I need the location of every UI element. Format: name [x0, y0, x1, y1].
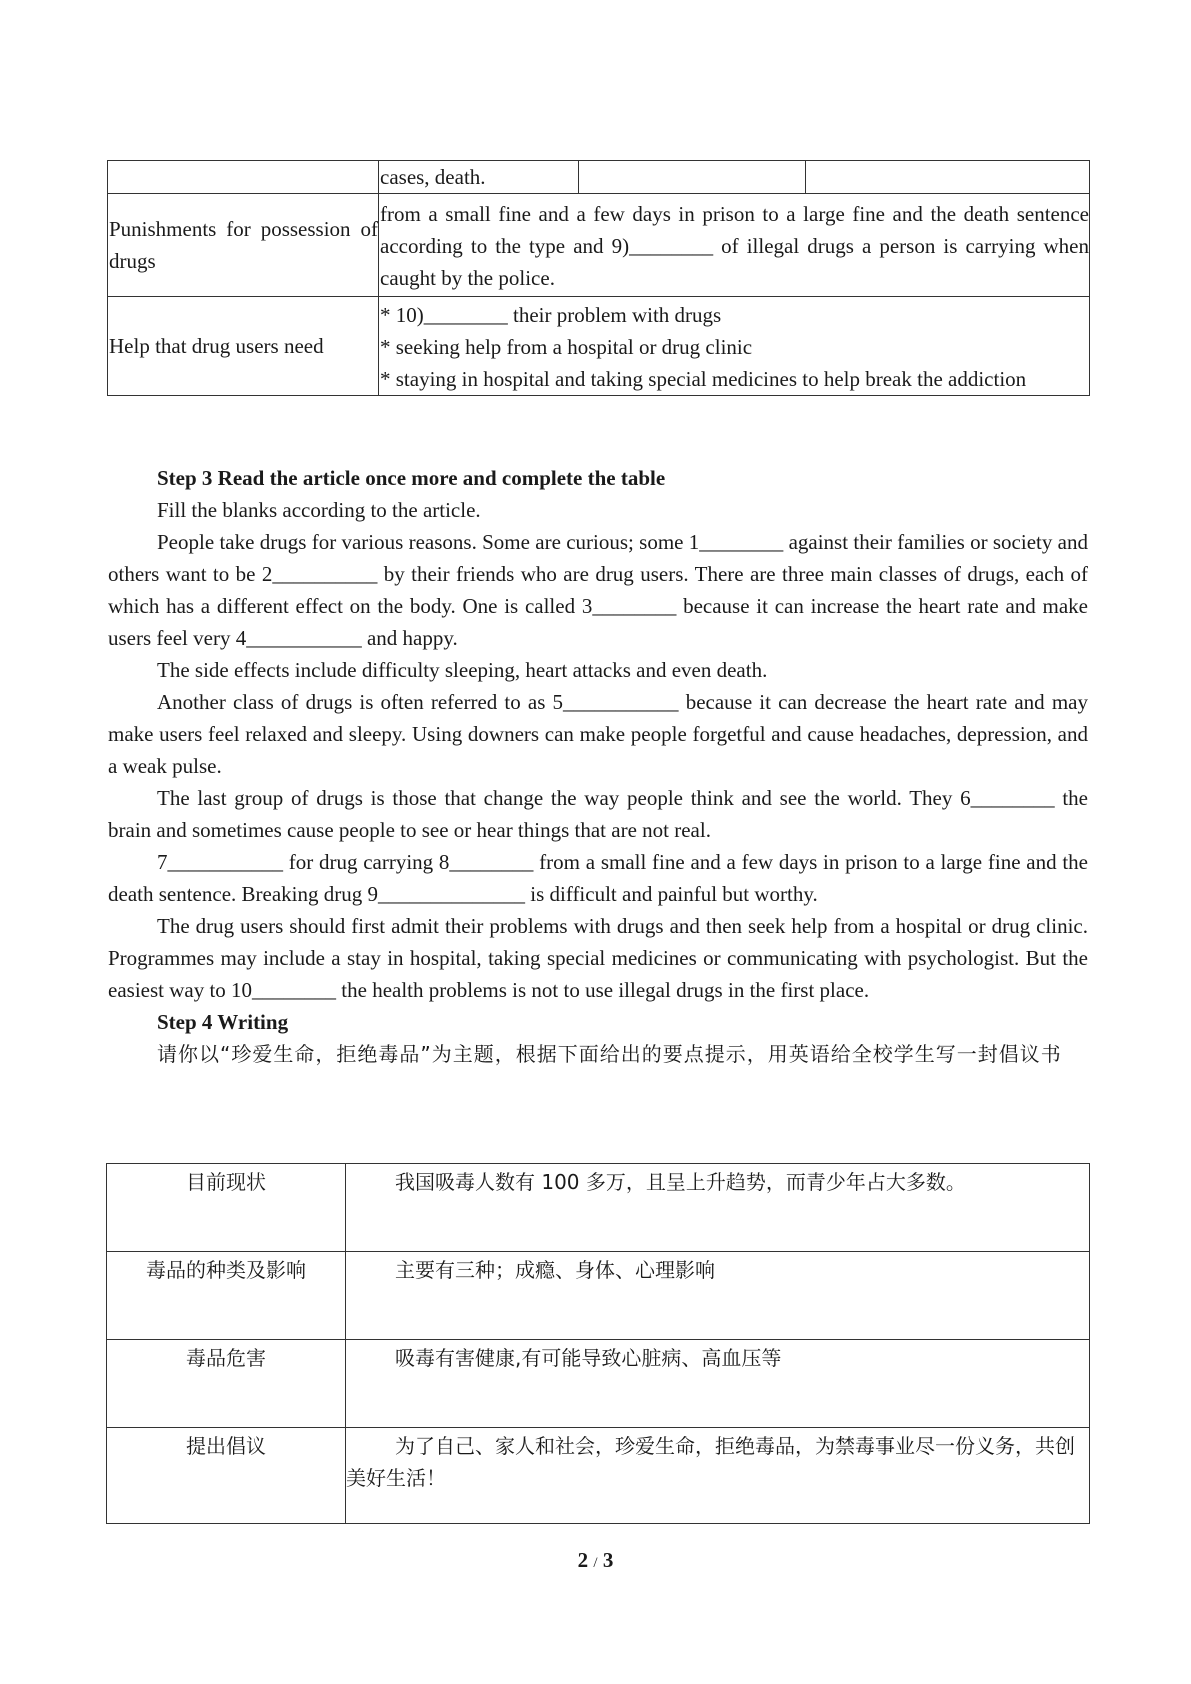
table-cell: cases, death.	[379, 161, 579, 194]
row-content-help	[379, 297, 1090, 396]
row-content-punishments: from a small fine and a few days in prison to a large fine and the death sentence according to the type and 9)________ of illegal drugs a person is carrying when caught by the police.	[379, 194, 1090, 297]
table-row	[107, 1252, 1090, 1340]
step4-heading: Step 4 Writing	[157, 1010, 289, 1034]
point-key: 毒品的种类及影响	[107, 1252, 346, 1340]
summary-table	[107, 160, 1090, 396]
table-row	[108, 297, 1090, 396]
step4-prompt: 请你以“珍爱生命，拒绝毒品”为主题，根据下面给出的要点提示，用英语给全校学生写一封倡议书	[157, 1042, 1062, 1066]
point-value: 为了自己、家人和社会，珍爱生命，拒绝毒品，为禁毒事业尽一份义务，共创美好生活！	[346, 1428, 1090, 1524]
table-row	[108, 194, 1090, 297]
point-value: 吸毒有害健康,有可能导致心脏病、高血压等	[346, 1340, 1090, 1428]
row-label-help: Help that drug users need	[108, 297, 379, 396]
paragraph: Another class of drugs is often referred to as 5___________ because it can decrease the heart rate and may make users feel relaxed and sleepy. Using downers can make people forgetful and cause headaches, depression, and a weak pulse.	[108, 690, 1088, 778]
table-cell	[108, 161, 379, 194]
table-row	[107, 1164, 1090, 1252]
article-body	[108, 462, 1088, 1070]
point-key: 毒品危害	[107, 1340, 346, 1428]
page-total: 3	[602, 1548, 614, 1572]
paragraph: The side effects include difficulty sleeping, heart attacks and even death.	[157, 658, 768, 682]
step3-instruction: Fill the blanks according to the article.	[157, 498, 481, 522]
page-number	[0, 1548, 1191, 1573]
writing-points-table	[106, 1163, 1090, 1524]
point-key: 提出倡议	[107, 1428, 346, 1524]
help-line-1: * 10)________ their problem with drugs	[380, 303, 722, 327]
paragraph: People take drugs for various reasons. Some are curious; some 1________ against their families or society and others want to be 2__________ by their friends who are drug users. There are three main classes of drugs, each of which has a different effect on the body. One is called 3________ because it can increase the heart rate and make users feel very 4___________ and happy.	[108, 530, 1088, 650]
table-row	[107, 1428, 1090, 1524]
page-current: 2	[577, 1548, 589, 1572]
paragraph: The last group of drugs is those that change the way people think and see the world. They 6________ the brain and sometimes cause people to see or hear things that are not real.	[108, 786, 1088, 842]
page-separator: /	[593, 1555, 598, 1571]
point-value: 我国吸毒人数有 100 多万，且呈上升趋势，而青少年占大多数。	[346, 1164, 1090, 1252]
help-line-2: * seeking help from a hospital or drug clinic	[380, 335, 753, 359]
table-cell	[579, 161, 806, 194]
help-line-3: * staying in hospital and taking special medicines to help break the addiction	[380, 367, 1027, 391]
paragraph: 7___________ for drug carrying 8________ from a small fine and a few days in prison to a large fine and the death sentence. Breaking drug 9______________ is difficult and painful but worthy.	[108, 850, 1088, 906]
table-row	[108, 161, 1090, 194]
point-key: 目前现状	[107, 1164, 346, 1252]
step3-heading: Step 3 Read the article once more and complete the table	[157, 466, 666, 490]
paragraph: The drug users should first admit their problems with drugs and then seek help from a hospital or drug clinic. Programmes may include a stay in hospital, taking special medicines or communicating with psychologist. But the easiest way to 10________ the health problems is not to use illegal drugs in the first place.	[108, 914, 1088, 1002]
table-cell	[806, 161, 1090, 194]
point-value: 主要有三种；成瘾、身体、心理影响	[346, 1252, 1090, 1340]
row-label-punishments: Punishments for possession of drugs	[108, 194, 379, 297]
table-row	[107, 1340, 1090, 1428]
